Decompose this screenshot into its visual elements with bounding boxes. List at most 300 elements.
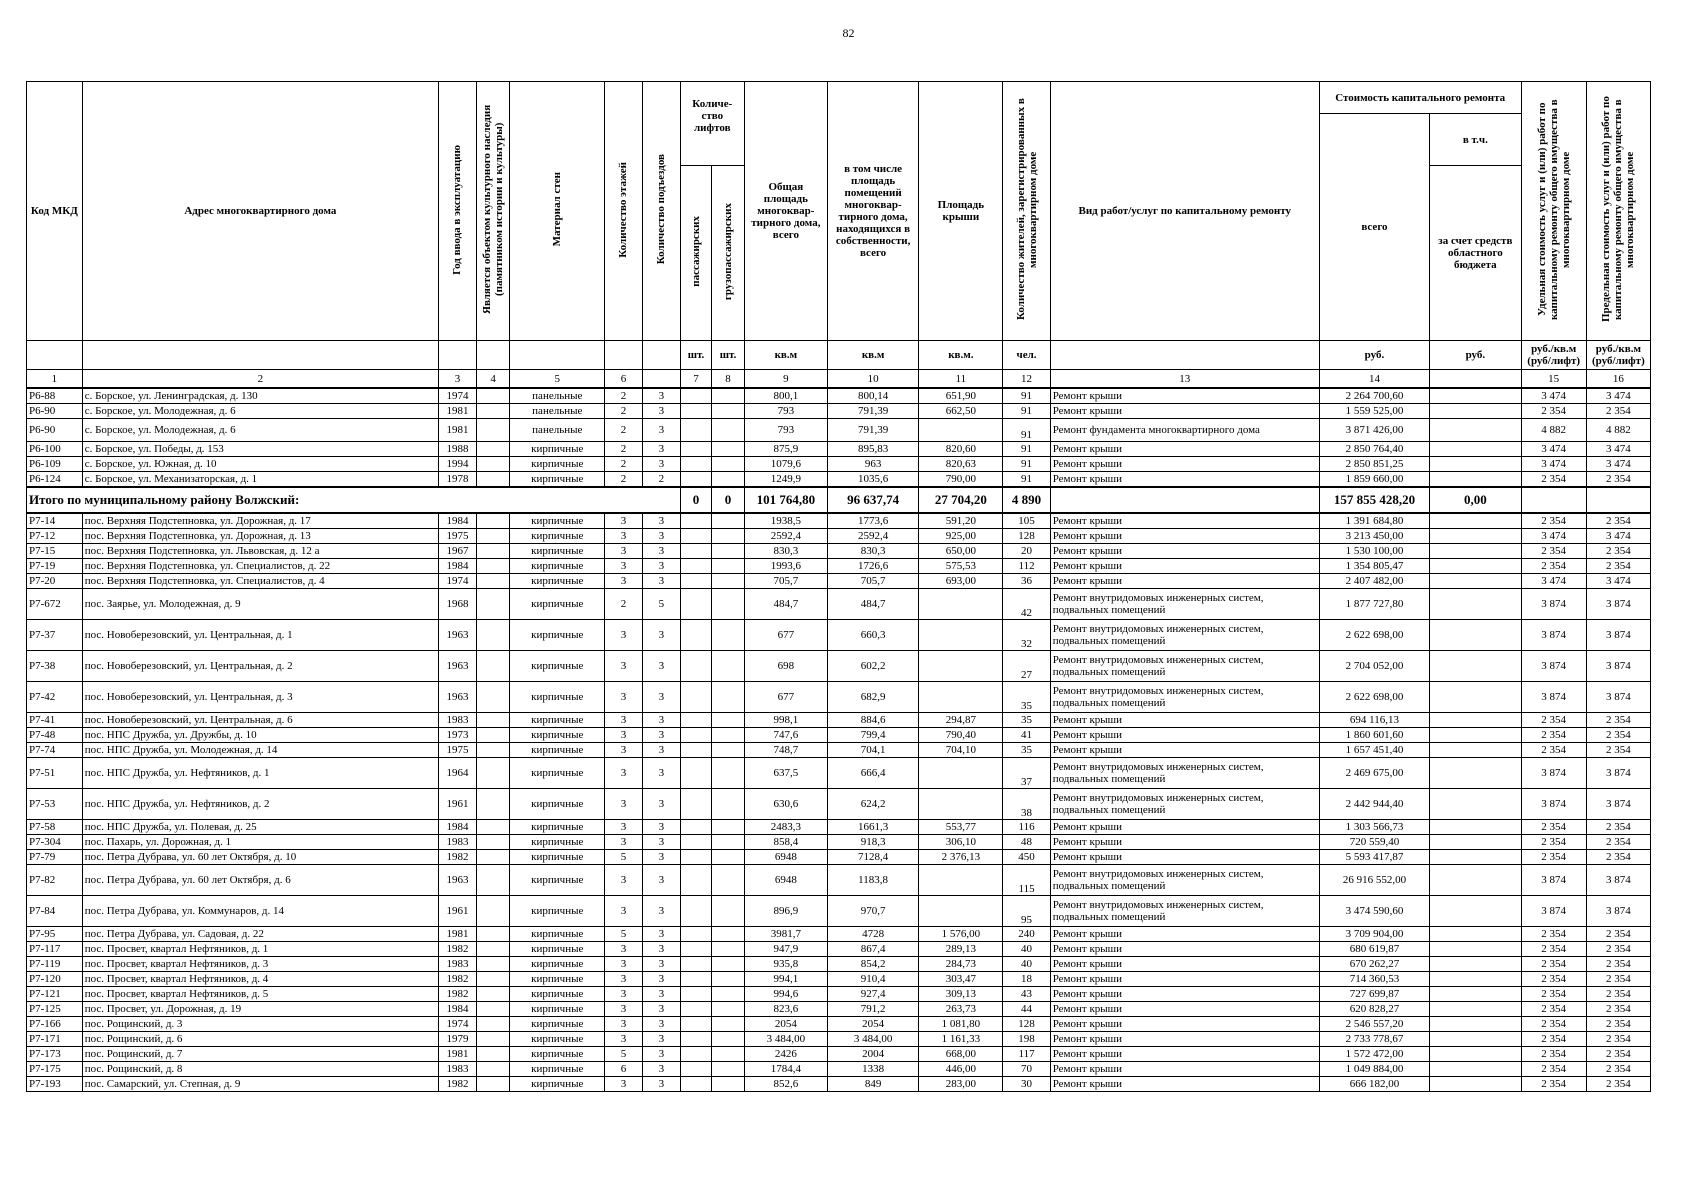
cell-year: 1961: [439, 896, 477, 927]
column-number: 13: [1050, 370, 1319, 389]
cell-heritage: [476, 589, 510, 620]
cell-lifts-pass: [680, 457, 712, 472]
col-lifts-pass-header: пассажирских: [680, 166, 712, 341]
cell-lifts-cargo: [712, 1002, 745, 1017]
cell-lifts-cargo: [712, 758, 745, 789]
cell-code: Р7-166: [27, 1017, 83, 1032]
cell-cost-regional: [1430, 651, 1521, 682]
cell-floors: 3: [605, 513, 643, 529]
table-row: [27, 442, 1651, 457]
cell-max-cost: 2 354: [1586, 820, 1650, 835]
cell-entrances: 3: [642, 442, 680, 457]
cell-cost-regional: [1430, 620, 1521, 651]
cell-lifts-pass: [680, 1017, 712, 1032]
cell-address: пос. Просвет, квартал Нефтяников, д. 5: [82, 987, 438, 1002]
cell-entrances: 3: [642, 835, 680, 850]
cell-floors: 3: [605, 1002, 643, 1017]
cell-lifts-pass: [680, 972, 712, 987]
cell-total-area: 630,6: [744, 789, 827, 820]
cell-address: пос. Петра Дубрава, ул. Коммунаров, д. 14: [82, 896, 438, 927]
table-row: [27, 544, 1651, 559]
cell-walls: кирпичные: [510, 927, 605, 942]
cell-max-cost: 3 874: [1586, 896, 1650, 927]
cell-code: Р7-38: [27, 651, 83, 682]
col-lifts-cargo-header: грузопассажирских: [712, 166, 745, 341]
cell-floors: 3: [605, 1017, 643, 1032]
cell-lifts-pass: [680, 651, 712, 682]
cell-heritage: [476, 820, 510, 835]
cell-lifts-pass: [680, 1047, 712, 1062]
cell-entrances: 3: [642, 1062, 680, 1077]
cell-heritage: [476, 388, 510, 404]
cell-max-cost: 2 354: [1586, 1032, 1650, 1047]
cell-work-type: Ремонт внутридомовых инженерных систем, подвальных помещений: [1050, 758, 1319, 789]
cell-floors: 2: [605, 388, 643, 404]
table-row: [27, 651, 1651, 682]
cell-heritage: [476, 513, 510, 529]
cell-total-area: 1079,6: [744, 457, 827, 472]
cell-cost-regional: [1430, 1062, 1521, 1077]
cell-heritage: [476, 927, 510, 942]
cell-floors: 3: [605, 896, 643, 927]
cell-walls: кирпичные: [510, 835, 605, 850]
cell-cost-total: 2 264 700,60: [1319, 388, 1429, 404]
table-row: [27, 513, 1651, 529]
cell-heritage: [476, 743, 510, 758]
cell-residents: 30: [1003, 1077, 1050, 1092]
unit-lifts-pass: шт.: [680, 341, 712, 370]
cell-owned-area: 791,39: [827, 419, 918, 442]
table-row: [27, 1047, 1651, 1062]
cell-unit-cost: 4 882: [1521, 419, 1586, 442]
cell-heritage: [476, 620, 510, 651]
cell-year: 1982: [439, 972, 477, 987]
cell-year: 1963: [439, 651, 477, 682]
cell-walls: кирпичные: [510, 544, 605, 559]
cell-entrances: 3: [642, 404, 680, 419]
cell-code: Р7-120: [27, 972, 83, 987]
column-number: 16: [1586, 370, 1650, 389]
cell-work-type: Ремонт внутридомовых инженерных систем, подвальных помещений: [1050, 589, 1319, 620]
cell-residents: 91: [1003, 404, 1050, 419]
cell-heritage: [476, 972, 510, 987]
cell-heritage: [476, 728, 510, 743]
cell-floors: 5: [605, 927, 643, 942]
cell-owned-area: 970,7: [827, 896, 918, 927]
cell-lifts-cargo: [712, 472, 745, 488]
cell-residents: 27: [1003, 651, 1050, 682]
cell-cost-total: 1 303 566,73: [1319, 820, 1429, 835]
cell-lifts-pass: [680, 942, 712, 957]
cell-lifts-cargo: [712, 589, 745, 620]
cell-entrances: 3: [642, 682, 680, 713]
cell-code: Р7-53: [27, 789, 83, 820]
cell-roof-area: 651,90: [919, 388, 1003, 404]
cell-cost-total: 26 916 552,00: [1319, 865, 1429, 896]
cell-work-type: Ремонт крыши: [1050, 1077, 1319, 1092]
cell-owned-area: 1035,6: [827, 472, 918, 488]
unit-max-cost: руб./кв.м (руб/лифт): [1586, 341, 1650, 370]
cell-address: пос. Верхняя Подстепновка, ул. Специалистов, д. 4: [82, 574, 438, 589]
column-numbers-row: [27, 370, 1651, 389]
cell-work-type: Ремонт крыши: [1050, 404, 1319, 419]
cell-residents: 128: [1003, 529, 1050, 544]
cell-total-area: 6948: [744, 850, 827, 865]
page-number: 82: [842, 26, 855, 40]
cell-roof-area: [919, 789, 1003, 820]
cell-work-type: Ремонт внутридомовых инженерных систем, подвальных помещений: [1050, 896, 1319, 927]
cell-max-cost: 3 874: [1586, 789, 1650, 820]
cell-cost-regional: [1430, 1047, 1521, 1062]
cell-lifts-cargo: [712, 651, 745, 682]
cell-unit-cost: 2 354: [1521, 835, 1586, 850]
cell-total-area: 1784,4: [744, 1062, 827, 1077]
cell-max-cost: 2 354: [1586, 472, 1650, 488]
table-row: [27, 1032, 1651, 1047]
column-number: 5: [510, 370, 605, 389]
cell-heritage: [476, 1047, 510, 1062]
cell-lifts-cargo: [712, 865, 745, 896]
cell-residents: 41: [1003, 728, 1050, 743]
cell-work-type: Ремонт фундамента многоквартирного дома: [1050, 419, 1319, 442]
unit-lifts-cargo: шт.: [712, 341, 745, 370]
cell-address: пос. Просвет, квартал Нефтяников, д. 1: [82, 942, 438, 957]
cell-owned-area: 1773,6: [827, 513, 918, 529]
cell-heritage: [476, 651, 510, 682]
cell-roof-area: 303,47: [919, 972, 1003, 987]
cell-heritage: [476, 987, 510, 1002]
cell-owned-area: 4728: [827, 927, 918, 942]
cell-residents: 48: [1003, 835, 1050, 850]
cell-walls: кирпичные: [510, 574, 605, 589]
cell-work-type: Ремонт внутридомовых инженерных систем, подвальных помещений: [1050, 682, 1319, 713]
table-row: [27, 850, 1651, 865]
cell-address: пос. Петра Дубрава, ул. 60 лет Октября, д. 6: [82, 865, 438, 896]
total-row: [27, 487, 1651, 513]
cell-cost-total: 1 354 805,47: [1319, 559, 1429, 574]
cell-floors: 3: [605, 1077, 643, 1092]
cell-unit-cost: 3 474: [1521, 388, 1586, 404]
cell-cost-total: 1 391 684,80: [1319, 513, 1429, 529]
cell-unit-cost: 2 354: [1521, 544, 1586, 559]
cell-lifts-pass: [680, 1002, 712, 1017]
cell-walls: кирпичные: [510, 972, 605, 987]
cell-floors: 2: [605, 472, 643, 488]
cell-walls: кирпичные: [510, 1017, 605, 1032]
cell-walls: кирпичные: [510, 529, 605, 544]
cell-work-type: Ремонт крыши: [1050, 957, 1319, 972]
column-number: 15: [1521, 370, 1586, 389]
cell-address: пос. Просвет, квартал Нефтяников, д. 4: [82, 972, 438, 987]
cell-unit-cost: 2 354: [1521, 1017, 1586, 1032]
cell-roof-area: 925,00: [919, 529, 1003, 544]
col-year-header: Год ввода в эксплуатацию: [439, 82, 477, 341]
cell-entrances: 2: [642, 472, 680, 488]
cell-max-cost: 2 354: [1586, 1062, 1650, 1077]
cell-roof-area: 790,00: [919, 472, 1003, 488]
cell-entrances: 3: [642, 513, 680, 529]
cell-cost-regional: [1430, 927, 1521, 942]
cell-entrances: 3: [642, 1002, 680, 1017]
cell-floors: 3: [605, 957, 643, 972]
cell-roof-area: 309,13: [919, 987, 1003, 1002]
cell-heritage: [476, 1062, 510, 1077]
unit-roof-area: кв.м.: [919, 341, 1003, 370]
cell-roof-area: 1 161,33: [919, 1032, 1003, 1047]
cell-cost-total: 2 704 052,00: [1319, 651, 1429, 682]
cell-cost-total: 620 828,27: [1319, 1002, 1429, 1017]
cell-entrances: 3: [642, 651, 680, 682]
cell-roof-area: 820,63: [919, 457, 1003, 472]
cell-owned-area: 2004: [827, 1047, 918, 1062]
cell-heritage: [476, 758, 510, 789]
cell-address: пос. Верхняя Подстепновка, ул. Дорожная, д. 13: [82, 529, 438, 544]
cell-unit-cost: 2 354: [1521, 728, 1586, 743]
cell-residents: 40: [1003, 957, 1050, 972]
total-lifts-pass: 0: [680, 487, 712, 513]
cell-total-area: 677: [744, 620, 827, 651]
cell-entrances: 3: [642, 927, 680, 942]
cell-entrances: 3: [642, 457, 680, 472]
table-row: [27, 758, 1651, 789]
table-row: [27, 388, 1651, 404]
cell-lifts-cargo: [712, 850, 745, 865]
cell-year: 1979: [439, 1032, 477, 1047]
cell-cost-total: 3 709 904,00: [1319, 927, 1429, 942]
cell-owned-area: 2592,4: [827, 529, 918, 544]
cell-entrances: 3: [642, 713, 680, 728]
col-unit-cost-header: Удельная стоимость услуг и (или) работ по капитальному ремонту общего имущества в многоквартирном доме: [1521, 82, 1586, 341]
cell-max-cost: 2 354: [1586, 972, 1650, 987]
cell-owned-area: 660,3: [827, 620, 918, 651]
cell-owned-area: 895,83: [827, 442, 918, 457]
cell-roof-area: 263,73: [919, 1002, 1003, 1017]
cell-floors: 3: [605, 651, 643, 682]
cell-residents: 198: [1003, 1032, 1050, 1047]
cell-owned-area: 1661,3: [827, 820, 918, 835]
cell-total-area: 994,6: [744, 987, 827, 1002]
column-number: 12: [1003, 370, 1050, 389]
cell-walls: кирпичные: [510, 743, 605, 758]
cell-floors: 3: [605, 559, 643, 574]
cell-max-cost: 2 354: [1586, 987, 1650, 1002]
cell-year: 1984: [439, 513, 477, 529]
cell-heritage: [476, 713, 510, 728]
cell-owned-area: 2054: [827, 1017, 918, 1032]
cell-cost-total: 2 546 557,20: [1319, 1017, 1429, 1032]
total-label: Итого по муниципальному району Волжский:: [27, 487, 681, 513]
column-number: 9: [744, 370, 827, 389]
cell-lifts-pass: [680, 544, 712, 559]
cell-floors: 3: [605, 1032, 643, 1047]
cell-max-cost: 3 874: [1586, 620, 1650, 651]
cell-owned-area: 854,2: [827, 957, 918, 972]
cell-walls: панельные: [510, 388, 605, 404]
cell-owned-area: 484,7: [827, 589, 918, 620]
cell-lifts-pass: [680, 728, 712, 743]
cell-owned-area: 867,4: [827, 942, 918, 957]
cell-work-type: Ремонт крыши: [1050, 544, 1319, 559]
cell-code: Р6-90: [27, 404, 83, 419]
cell-lifts-pass: [680, 850, 712, 865]
cell-cost-regional: [1430, 850, 1521, 865]
cell-unit-cost: 3 874: [1521, 896, 1586, 927]
cell-total-area: 3981,7: [744, 927, 827, 942]
cell-unit-cost: 3 474: [1521, 442, 1586, 457]
cell-max-cost: 3 874: [1586, 651, 1650, 682]
rows-section-a: [27, 388, 1651, 487]
cell-owned-area: 682,9: [827, 682, 918, 713]
cell-floors: 2: [605, 589, 643, 620]
cell-address: пос. НПС Дружба, ул. Молодежная, д. 14: [82, 743, 438, 758]
cell-address: с. Борское, ул. Победы, д. 153: [82, 442, 438, 457]
cell-entrances: 3: [642, 544, 680, 559]
cell-residents: 32: [1003, 620, 1050, 651]
cell-residents: 35: [1003, 713, 1050, 728]
cell-total-area: 2054: [744, 1017, 827, 1032]
cell-cost-total: 2 850 851,25: [1319, 457, 1429, 472]
cell-cost-total: 1 860 601,60: [1319, 728, 1429, 743]
column-number: 1: [27, 370, 83, 389]
cell-walls: панельные: [510, 419, 605, 442]
column-number: 7: [680, 370, 712, 389]
cell-residents: 38: [1003, 789, 1050, 820]
cell-work-type: Ремонт крыши: [1050, 835, 1319, 850]
cell-total-area: 484,7: [744, 589, 827, 620]
cell-floors: 5: [605, 850, 643, 865]
cell-max-cost: 3 474: [1586, 574, 1650, 589]
cell-total-area: 800,1: [744, 388, 827, 404]
cell-heritage: [476, 529, 510, 544]
cell-entrances: 3: [642, 559, 680, 574]
cell-cost-regional: [1430, 388, 1521, 404]
cell-residents: 450: [1003, 850, 1050, 865]
cell-code: Р7-121: [27, 987, 83, 1002]
cell-lifts-pass: [680, 388, 712, 404]
cell-cost-total: 670 262,27: [1319, 957, 1429, 972]
cell-entrances: 3: [642, 1032, 680, 1047]
cell-code: Р7-20: [27, 574, 83, 589]
cell-cost-regional: [1430, 820, 1521, 835]
cell-year: 1983: [439, 835, 477, 850]
cell-heritage: [476, 865, 510, 896]
cell-lifts-cargo: [712, 942, 745, 957]
cell-code: Р7-84: [27, 896, 83, 927]
cell-roof-area: [919, 682, 1003, 713]
cell-work-type: Ремонт крыши: [1050, 927, 1319, 942]
table-row: [27, 559, 1651, 574]
cell-code: Р7-19: [27, 559, 83, 574]
cell-work-type: Ремонт крыши: [1050, 850, 1319, 865]
cell-walls: кирпичные: [510, 789, 605, 820]
cell-walls: кирпичные: [510, 1077, 605, 1092]
cell-max-cost: 2 354: [1586, 942, 1650, 957]
cell-lifts-pass: [680, 404, 712, 419]
cell-cost-regional: [1430, 1002, 1521, 1017]
cell-roof-area: [919, 758, 1003, 789]
cell-unit-cost: 2 354: [1521, 1002, 1586, 1017]
cell-residents: 128: [1003, 1017, 1050, 1032]
cell-lifts-cargo: [712, 835, 745, 850]
cell-code: Р7-193: [27, 1077, 83, 1092]
cell-total-area: 677: [744, 682, 827, 713]
cell-owned-area: 666,4: [827, 758, 918, 789]
cell-max-cost: 3 874: [1586, 682, 1650, 713]
cell-walls: кирпичные: [510, 457, 605, 472]
cell-max-cost: 3 474: [1586, 388, 1650, 404]
cell-total-area: 896,9: [744, 896, 827, 927]
cell-code: Р7-14: [27, 513, 83, 529]
col-lifts-header: Количе-ство лифтов: [680, 82, 744, 166]
cell-work-type: Ремонт внутридомовых инженерных систем, подвальных помещений: [1050, 620, 1319, 651]
cell-owned-area: 1338: [827, 1062, 918, 1077]
cell-walls: кирпичные: [510, 1047, 605, 1062]
cell-lifts-cargo: [712, 574, 745, 589]
cell-work-type: Ремонт крыши: [1050, 529, 1319, 544]
cell-floors: 3: [605, 544, 643, 559]
cell-walls: кирпичные: [510, 442, 605, 457]
cell-owned-area: 791,2: [827, 1002, 918, 1017]
cell-address: пос. Петра Дубрава, ул. 60 лет Октября, д. 10: [82, 850, 438, 865]
cell-floors: 2: [605, 404, 643, 419]
cell-work-type: Ремонт крыши: [1050, 1062, 1319, 1077]
column-number: [1430, 370, 1521, 389]
cell-cost-regional: [1430, 472, 1521, 488]
col-code-header: Код МКД: [27, 82, 83, 341]
cell-lifts-cargo: [712, 987, 745, 1002]
cell-year: 1964: [439, 758, 477, 789]
column-number: [642, 370, 680, 389]
cell-owned-area: 849: [827, 1077, 918, 1092]
cell-code: Р7-15: [27, 544, 83, 559]
cell-cost-regional: [1430, 865, 1521, 896]
cell-year: 1975: [439, 743, 477, 758]
cell-lifts-cargo: [712, 559, 745, 574]
cell-roof-area: [919, 620, 1003, 651]
cell-code: Р7-58: [27, 820, 83, 835]
cell-cost-total: 3 871 426,00: [1319, 419, 1429, 442]
cell-entrances: 3: [642, 896, 680, 927]
cell-lifts-cargo: [712, 972, 745, 987]
cell-work-type: Ремонт крыши: [1050, 1047, 1319, 1062]
cell-unit-cost: 3 874: [1521, 620, 1586, 651]
cell-residents: 115: [1003, 865, 1050, 896]
cell-heritage: [476, 1017, 510, 1032]
cell-lifts-cargo: [712, 713, 745, 728]
table-row: [27, 419, 1651, 442]
col-entrances-header: Количество подъездов: [642, 82, 680, 341]
cell-roof-area: [919, 589, 1003, 620]
cell-code: Р7-171: [27, 1032, 83, 1047]
cell-year: 1961: [439, 789, 477, 820]
cell-roof-area: 704,10: [919, 743, 1003, 758]
cell-total-area: 2483,3: [744, 820, 827, 835]
cell-code: Р7-74: [27, 743, 83, 758]
cell-lifts-cargo: [712, 896, 745, 927]
cell-entrances: 3: [642, 419, 680, 442]
cell-year: 1982: [439, 942, 477, 957]
cell-year: 1978: [439, 472, 477, 488]
cell-walls: кирпичные: [510, 1062, 605, 1077]
cell-residents: 91: [1003, 419, 1050, 442]
cell-address: пос. Новоберезовский, ул. Центральная, д. 1: [82, 620, 438, 651]
cell-heritage: [476, 682, 510, 713]
cell-owned-area: 704,1: [827, 743, 918, 758]
cell-lifts-cargo: [712, 1017, 745, 1032]
cell-cost-total: 1 559 525,00: [1319, 404, 1429, 419]
table-row: [27, 957, 1651, 972]
cell-address: с. Борское, ул. Южная, д. 10: [82, 457, 438, 472]
